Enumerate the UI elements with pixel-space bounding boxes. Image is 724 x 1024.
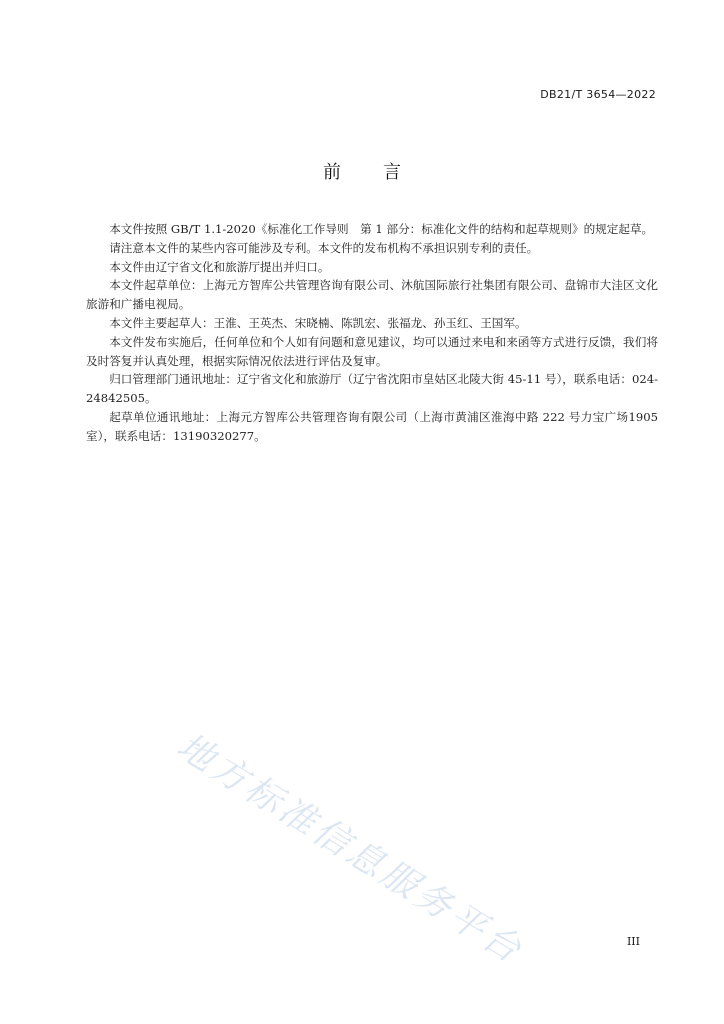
section-title: 前言 [323,162,443,183]
document-code: DB21/T 3654—2022 [540,88,656,101]
paragraph-drafting-units: 本文件起草单位：上海元方智库公共管理咨询有限公司、沐航国际旅行社集团有限公司、盘锦市大洼区文化旅游和广播电视局。 [86,278,658,312]
paragraph-proposer: 本文件由辽宁省文化和旅游厅提出并归口。 [109,259,330,274]
paragraph-drafting-basis: 本文件按照 GB/T 1.1-2020《标准化工作导则 第 1 部分：标准化文件的结构和起草规则》的规定起草。 [109,222,654,236]
page-number: III [626,935,640,948]
paragraph-drafter-address: 起草单位通讯地址：上海元方智库公共管理咨询有限公司（上海市黄浦区淮海中路 222 号力宝广场1905 室），联系电话：13190320277。 [86,409,658,443]
foreword-body [86,220,658,446]
paragraph-main-drafters: 本文件主要起草人：王淮、王英杰、宋晓楠、陈凯宏、张福龙、孙玉红、王国军。 [109,315,527,330]
paragraph-patent-notice: 请注意本文件的某些内容可能涉及专利。本文件的发布机构不承担识别专利的责任。 [109,240,539,255]
paragraph-admin-address: 归口管理部门通讯地址：辽宁省文化和旅游厅（辽宁省沈阳市皇姑区北陵大街 45-11 号），联系电话：024-24842505。 [86,372,658,406]
watermark: 地方标准信息服务平台 [169,725,531,973]
paragraph-feedback: 本文件发布实施后，任何单位和个人如有问题和意见建议，均可以通过来电和来函等方式进行反馈，我们将及时答复并认真处理，根据实际情况依法进行评估及复审。 [86,334,658,368]
